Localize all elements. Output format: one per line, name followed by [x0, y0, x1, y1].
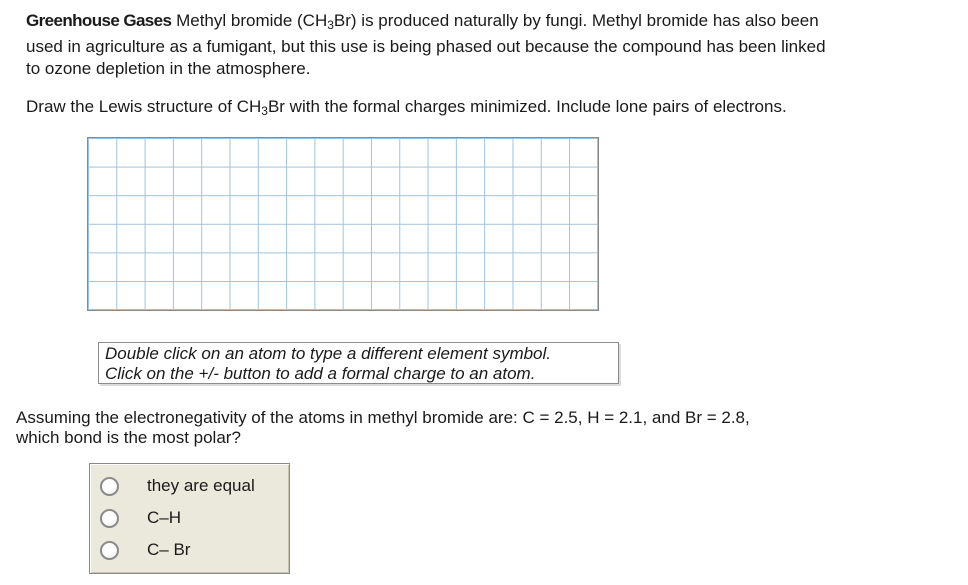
question-line-1: Assuming the electronegativity of the atoms in methyl bromide are: C = 2.5, H = 2.1, and Br = 2.8,	[16, 408, 750, 427]
draw-prompt	[26, 96, 787, 122]
radio-button[interactable]	[100, 541, 119, 560]
hint-line-2: Click on the +/- button to add a formal charge to an atom.	[105, 364, 536, 383]
intro-text: Methyl bromide (CH	[171, 11, 328, 30]
hint-line-1: Double click on an atom to type a different element symbol.	[105, 344, 552, 363]
choice-c-br[interactable]	[100, 537, 190, 563]
choice-label: C– Br	[147, 540, 191, 559]
answer-choices-panel	[89, 463, 290, 574]
polarity-question	[16, 408, 956, 448]
subscript-3: 3	[261, 104, 268, 118]
problem-intro	[26, 10, 956, 80]
choice-c-h[interactable]	[100, 505, 181, 531]
intro-line-2: used in agriculture as a fumigant, but this use is being phased out because the compound has been linked	[26, 37, 826, 56]
subscript-3: 3	[327, 18, 334, 32]
choice-label: they are equal	[147, 476, 255, 495]
choice-they-are-equal[interactable]	[100, 473, 255, 499]
problem-title: Greenhouse Gases	[26, 11, 172, 30]
choice-label: C–H	[147, 508, 182, 527]
lewis-drawing-canvas[interactable]	[87, 137, 599, 311]
question-line-2: which bond is the most polar?	[16, 428, 241, 447]
draw-prompt-text: Draw the Lewis structure of CH	[26, 97, 262, 116]
intro-line-1	[26, 10, 956, 36]
draw-prompt-text-end: Br with the formal charges minimized. Include lone pairs of electrons.	[267, 97, 787, 116]
drawing-hint-box	[98, 342, 619, 384]
radio-button[interactable]	[100, 477, 119, 496]
radio-button[interactable]	[100, 509, 119, 528]
intro-line-3: to ozone depletion in the atmosphere.	[26, 59, 311, 78]
intro-text-end: Br) is produced naturally by fungi. Methyl bromide has also been	[333, 11, 819, 30]
